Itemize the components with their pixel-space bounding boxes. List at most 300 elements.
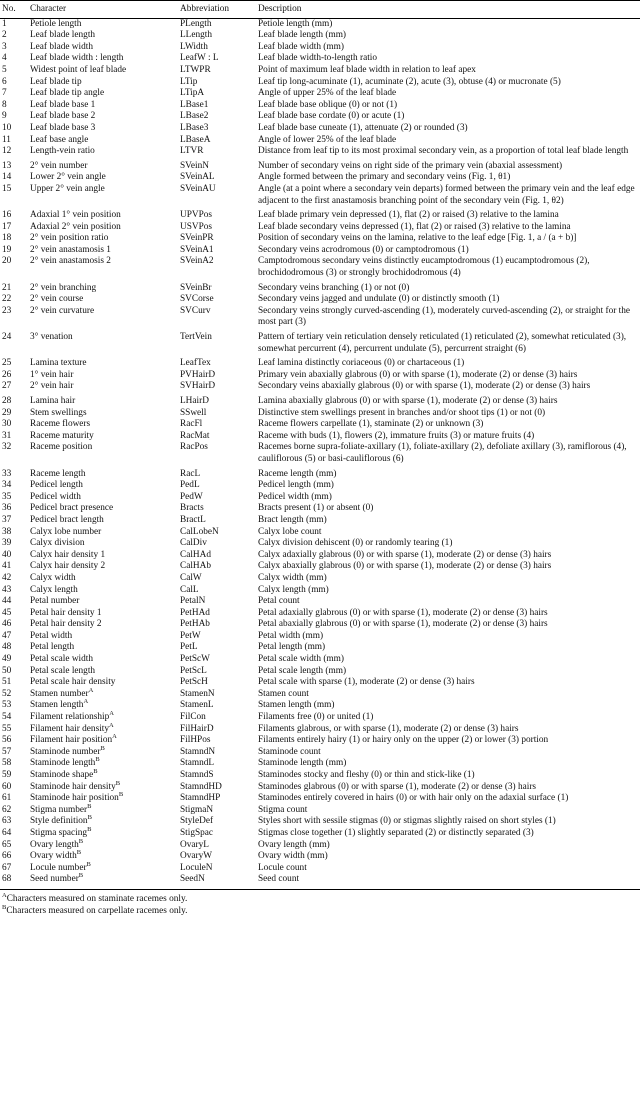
row-description: Pedicel width (mm) — [258, 491, 332, 502]
row-character — [28, 744, 178, 759]
row-character — [28, 431, 178, 443]
row-description: Locule count — [258, 862, 307, 873]
row-number: 31 — [2, 430, 12, 441]
row-abbreviation: SVeinAL — [180, 172, 215, 183]
row-character — [28, 851, 178, 863]
row-number: 34 — [2, 480, 12, 491]
row-character — [28, 767, 178, 782]
row-number: 27 — [2, 381, 12, 392]
row-character — [28, 631, 178, 643]
row-character — [28, 550, 178, 562]
footnote-mark: B — [87, 825, 92, 833]
row-abbreviation: UPVPos — [180, 210, 213, 221]
character-label: Staminode length — [30, 758, 96, 769]
table-row — [0, 538, 640, 550]
row-number: 45 — [2, 607, 12, 618]
row-description: Pedicel length (mm) — [258, 480, 334, 491]
row-character — [28, 515, 178, 527]
character-label: Leaf blade base 2 — [30, 111, 96, 122]
row-abbreviation: SeedN — [178, 874, 256, 889]
row-description: Leaf tip long-acuminate (1), acuminate (2), acute (3), obtuse (4) or mucronate (5) — [258, 76, 561, 87]
row-number: 65 — [2, 839, 12, 850]
table-row — [0, 466, 640, 481]
row-character — [28, 596, 178, 608]
row-description: Leaf blade width-to-length ratio — [258, 53, 378, 64]
row-abbreviation: RacPos — [180, 442, 208, 453]
table-row — [0, 256, 640, 279]
table-row — [0, 53, 640, 65]
row-number: 61 — [2, 793, 12, 804]
row-character — [28, 758, 178, 770]
footnote-mark: A — [109, 709, 114, 717]
table-row — [0, 77, 640, 89]
row-character — [28, 88, 178, 100]
row-number: 49 — [2, 654, 12, 665]
row-description: Staminodes stocky and fleshy (0) or thin and stick-like (1) — [258, 770, 475, 780]
row-description: Raceme flowers carpellate (1), staminate (2) or unknown (3) — [258, 419, 484, 430]
table-row — [0, 689, 640, 701]
character-label: Stigma spacing — [30, 827, 88, 838]
row-number: 26 — [2, 369, 12, 380]
row-abbreviation: LeafTex — [180, 358, 211, 369]
character-label: Petal scale hair density — [30, 677, 116, 688]
table-row — [0, 642, 640, 654]
row-description: Calyx adaxially glabrous (0) or with sparse (1), moderate (2) or dense (3) hairs — [258, 549, 552, 560]
row-character — [28, 408, 178, 420]
row-character — [28, 860, 178, 875]
row-abbreviation: StamndHD — [180, 781, 222, 792]
table-row — [0, 654, 640, 666]
row-abbreviation: OvaryW — [180, 851, 213, 862]
row-abbreviation: LBase1 — [180, 99, 209, 110]
table-row — [0, 123, 640, 135]
row-character — [28, 100, 178, 112]
table-row — [0, 631, 640, 643]
character-label: Calyx hair density 1 — [30, 549, 106, 560]
row-character — [28, 538, 178, 550]
character-label: Ovary width — [30, 851, 77, 862]
row-abbreviation: FilHairD — [180, 723, 214, 734]
row-description: Secondary veins abaxially glabrous (0) or with sparse (1), moderate (2) or dense (3) hairs — [258, 381, 591, 392]
row-number: 22 — [2, 294, 12, 305]
table-row — [0, 782, 640, 794]
row-abbreviation: SVeinBr — [180, 282, 212, 293]
row-abbreviation: OvaryL — [180, 839, 209, 850]
character-label: Petal scale width — [30, 654, 93, 665]
character-label: Raceme flowers — [30, 419, 91, 430]
row-character — [28, 18, 178, 30]
row-abbreviation: LWidth — [180, 41, 208, 52]
row-number: 50 — [2, 665, 12, 676]
character-label: Stem swellings — [30, 407, 87, 418]
table-row — [0, 294, 640, 306]
table-row — [0, 442, 640, 465]
character-label: Adaxial 2° vein position — [30, 221, 121, 232]
row-number: 40 — [2, 549, 12, 560]
row-description: Filaments free (0) or united (1) — [258, 712, 374, 723]
row-character — [28, 370, 178, 382]
row-abbreviation: LBaseA — [180, 134, 211, 145]
row-number: 24 — [2, 332, 12, 343]
footnote-mark: B — [78, 872, 84, 880]
footnote-text: Characters measured on staminate racemes only. — [6, 893, 188, 904]
character-label: Petal scale length — [30, 665, 96, 676]
row-character — [28, 642, 178, 654]
character-label: 2° vein position ratio — [30, 233, 109, 244]
row-number: 29 — [2, 407, 12, 418]
character-label: Adaxial 1° vein position — [30, 210, 121, 221]
table-row — [0, 135, 640, 147]
row-character — [28, 686, 178, 701]
character-label: 2° vein hair — [30, 381, 74, 392]
row-number: 28 — [2, 396, 12, 406]
table-row — [0, 184, 640, 207]
row-abbreviation: PetScW — [180, 654, 210, 665]
row-description: Stigma count — [258, 804, 308, 815]
row-abbreviation: StamndL — [180, 758, 215, 769]
row-number: 19 — [2, 244, 12, 255]
row-description: Calyx width (mm) — [258, 572, 327, 583]
character-label: Staminode shape — [30, 770, 94, 780]
table-row — [0, 88, 640, 100]
row-description: Ovary length (mm) — [258, 839, 330, 850]
character-label: Leaf blade width — [30, 41, 93, 52]
row-character — [28, 527, 178, 539]
row-character — [28, 721, 178, 736]
row-abbreviation: PVHairD — [180, 369, 216, 380]
row-number: 46 — [2, 619, 12, 630]
footnote-mark: B — [95, 756, 100, 764]
row-number: 6 — [2, 76, 7, 87]
footnotes — [0, 890, 640, 917]
table-row — [0, 793, 640, 805]
row-abbreviation: PedW — [180, 491, 203, 502]
row-number: 3 — [2, 41, 7, 52]
row-description: Staminodes entirely covered in hairs (0) or with hair only on the adaxial surface (1) — [258, 793, 569, 804]
footnote-mark: B — [78, 837, 84, 845]
table-row — [0, 816, 640, 828]
header-row — [0, 1, 640, 19]
table-row — [0, 527, 640, 539]
row-number: 17 — [2, 221, 12, 232]
row-description: Seed count — [256, 874, 640, 889]
row-abbreviation: StamenL — [180, 700, 214, 711]
character-label: Widest point of leaf blade — [30, 64, 127, 75]
row-description: Leaf blade base oblique (0) or not (1) — [258, 99, 398, 110]
table-row — [0, 677, 640, 689]
row-description: Filaments glabrous, or with sparse (1), moderate (2) or dense (3) hairs — [258, 723, 519, 734]
row-description: Secondary veins jagged and undulate (0) or distinctly smooth (1) — [258, 294, 500, 305]
row-description: Primary vein abaxially glabrous (0) or with sparse (1), moderate (2) or dense (3) hairs — [258, 369, 578, 380]
row-character — [28, 146, 178, 158]
table-row — [0, 480, 640, 492]
table-row — [0, 700, 640, 712]
character-label: Leaf blade tip — [30, 76, 82, 87]
character-label: Pedicel bract length — [30, 514, 104, 525]
row-abbreviation: USVPos — [180, 221, 213, 232]
row-description: Secondary veins acrodromous (0) or camptodromous (1) — [258, 244, 469, 255]
row-abbreviation: RacFl — [180, 419, 203, 430]
row-character — [28, 207, 178, 222]
row-number: 5 — [2, 64, 7, 75]
character-label: 2° vein curvature — [30, 305, 95, 316]
row-description: Stigmas close together (1) slightly separated (2) or distinctly separated (3) — [258, 827, 534, 838]
character-label: Staminode number — [30, 746, 101, 757]
character-label: Lamina hair — [30, 396, 76, 406]
character-label: Raceme position — [30, 442, 93, 453]
row-abbreviation: RacL — [180, 468, 201, 479]
row-number: 67 — [2, 862, 12, 873]
row-abbreviation: SVHairD — [180, 381, 216, 392]
footnote-mark: B — [118, 791, 124, 799]
character-label: Petal hair density 2 — [30, 619, 102, 630]
row-abbreviation: SVeinPR — [180, 233, 214, 244]
row-description: Leaf blade base cordate (0) or acute (1) — [258, 111, 405, 122]
row-number: 36 — [2, 503, 12, 514]
row-character — [28, 393, 178, 408]
table-row — [0, 419, 640, 431]
row-description: Leaf blade base cuneate (1), attenuate (2) or rounded (3) — [258, 122, 468, 133]
footnote-mark: A — [88, 686, 94, 694]
row-abbreviation: PLength — [180, 18, 212, 29]
table-row — [0, 619, 640, 631]
row-description: Stamen count — [258, 688, 309, 699]
row-abbreviation: StamndHP — [180, 793, 221, 804]
header-no: No. — [0, 1, 28, 19]
row-description: Petal scale with sparse (1), moderate (2) or dense (3) hairs — [258, 677, 475, 688]
row-abbreviation: Bracts — [180, 503, 204, 514]
row-abbreviation: PetHAd — [180, 607, 210, 618]
character-label: Calyx length — [30, 584, 78, 595]
character-label: Length-vein ratio — [30, 146, 95, 157]
row-character — [28, 172, 178, 184]
row-character — [28, 135, 178, 147]
table-row — [0, 233, 640, 245]
row-description: Lamina abaxially glabrous (0) or with sparse (1), moderate (2) or dense (3) hairs — [258, 396, 558, 406]
row-character — [28, 245, 178, 257]
row-abbreviation: SVeinA2 — [180, 256, 214, 267]
character-label: Pedicel length — [30, 480, 83, 491]
row-description: Point of maximum leaf blade width in relation to leaf apex — [258, 64, 476, 75]
row-number: 20 — [2, 256, 12, 267]
row-abbreviation: StamndS — [180, 770, 214, 780]
row-abbreviation: PetScL — [180, 665, 207, 676]
footnote-mark: A — [2, 891, 7, 899]
row-description: Petal width (mm) — [258, 630, 324, 641]
row-description: Stamen length (mm) — [258, 700, 335, 711]
row-abbreviation: LTVR — [180, 146, 204, 157]
row-description: Leaf lamina distinctly coriaceous (0) or chartaceous (1) — [258, 358, 465, 369]
row-number: 62 — [2, 804, 12, 815]
table-row — [0, 492, 640, 504]
row-number: 52 — [2, 688, 12, 699]
row-description: Staminodes glabrous (0) or with sparse (1), moderate (2) or dense (3) hairs — [258, 781, 537, 792]
row-character — [28, 709, 178, 724]
table-row — [0, 172, 640, 184]
header-abbreviation: Abbreviation — [178, 1, 256, 19]
row-number: 48 — [2, 642, 12, 653]
character-label: Stamen number — [30, 688, 89, 699]
character-label: Raceme maturity — [30, 430, 94, 441]
row-description: Secondary veins strongly curved-ascending (1), moderately curved-ascending (2), or straight for the most part (3) — [258, 305, 631, 328]
row-number: 8 — [2, 99, 7, 110]
row-abbreviation: SVeinA1 — [180, 244, 214, 255]
table-row — [0, 851, 640, 863]
row-character — [28, 123, 178, 135]
row-number: 63 — [2, 816, 12, 827]
row-abbreviation: StigmaN — [180, 804, 214, 815]
row-character — [28, 585, 178, 597]
row-character — [28, 280, 178, 295]
row-character — [28, 294, 178, 306]
row-description: Staminode length (mm) — [258, 758, 347, 769]
row-abbreviation: PetalN — [180, 596, 206, 607]
table-row — [0, 146, 640, 158]
table-row — [0, 515, 640, 527]
table-header — [0, 1, 640, 19]
row-description: Position of secondary veins on the lamina, relative to the leaf edge [Fig. 1, a / (a + b)] — [258, 233, 577, 244]
table-row — [0, 770, 640, 782]
row-character — [28, 677, 178, 689]
row-character — [28, 306, 178, 329]
table-row — [0, 585, 640, 597]
table-row — [0, 561, 640, 573]
row-character — [28, 561, 178, 573]
row-number: 44 — [2, 596, 12, 607]
row-number: 37 — [2, 514, 12, 525]
table-row — [0, 280, 640, 295]
row-abbreviation: SSwell — [180, 407, 207, 418]
row-number: 39 — [2, 538, 12, 549]
row-abbreviation: TertVein — [180, 332, 212, 343]
row-number: 42 — [2, 572, 12, 583]
row-character — [28, 419, 178, 431]
row-abbreviation: FilCon — [180, 712, 206, 723]
row-character — [28, 700, 178, 712]
character-label: Calyx hair density 2 — [30, 561, 106, 572]
row-number: 57 — [2, 746, 12, 757]
row-abbreviation: SVCorse — [180, 294, 214, 305]
character-label: Petal number — [30, 596, 80, 607]
character-label: 2° vein anastamosis 2 — [30, 256, 111, 267]
row-character — [28, 779, 178, 794]
row-character — [28, 619, 178, 631]
character-label: Leaf blade tip angle — [30, 88, 105, 99]
footnote-mark: B — [93, 767, 98, 775]
character-label: Pedicel bract presence — [30, 503, 114, 514]
table-row — [0, 30, 640, 42]
row-description: Distance from leaf tip to its most proximal secondary vein, as a proportion of total leaf blade length — [258, 146, 629, 157]
table-row — [0, 573, 640, 585]
row-number: 58 — [2, 758, 12, 769]
table-row — [0, 42, 640, 54]
row-abbreviation: LTWPR — [180, 64, 211, 75]
row-character — [28, 466, 178, 481]
row-abbreviation: SVeinN — [180, 160, 209, 171]
row-number: 54 — [2, 712, 12, 723]
table-row — [0, 503, 640, 515]
row-number: 12 — [2, 146, 12, 157]
row-character — [28, 654, 178, 666]
row-number: 10 — [2, 122, 12, 133]
row-character — [28, 53, 178, 65]
row-character — [28, 111, 178, 123]
row-description: Secondary veins branching (1) or not (0) — [258, 282, 410, 293]
character-label: 1° vein hair — [30, 369, 74, 380]
row-number: 11 — [2, 134, 11, 145]
row-description: Calyx abaxially glabrous (0) or with sparse (1), moderate (2) or dense (3) hairs — [258, 561, 552, 572]
character-label: Leaf blade base 1 — [30, 99, 96, 110]
table-row — [0, 100, 640, 112]
table-row — [0, 596, 640, 608]
row-number: 1 — [2, 18, 7, 29]
character-label: Leaf blade base 3 — [30, 122, 96, 133]
character-label: Ovary length — [30, 839, 79, 850]
row-character — [28, 874, 178, 889]
row-abbreviation: CalDiv — [180, 538, 207, 549]
character-label: Leaf blade length — [30, 30, 96, 41]
row-number: 51 — [2, 677, 12, 688]
footnote-mark: A — [109, 721, 114, 729]
row-number: 43 — [2, 584, 12, 595]
table-row — [0, 207, 640, 222]
row-abbreviation: PetHAb — [180, 619, 210, 630]
row-number: 60 — [2, 781, 12, 792]
table-row — [0, 805, 640, 817]
row-description: Petal count — [258, 596, 300, 607]
row-description: Calyx lobe count — [258, 526, 322, 537]
row-character — [28, 442, 178, 465]
row-abbreviation: StyleDef — [180, 816, 214, 827]
character-label: Staminode hair position — [30, 793, 119, 804]
row-character — [28, 480, 178, 492]
character-label: Leaf blade width : length — [30, 53, 124, 64]
character-label: 2° vein branching — [30, 282, 97, 293]
row-abbreviation: CalHAd — [180, 549, 211, 560]
row-description: Pattern of tertiary vein reticulation densely reticulated (1) reticulated (2), somewhat reticulated (3), somewhat percurrent (4), percurrent undulate (5), percurrent straight (6) — [258, 332, 627, 354]
row-character — [28, 42, 178, 54]
row-character — [28, 184, 178, 207]
row-abbreviation: LBase3 — [180, 122, 209, 133]
row-description: Petal scale length (mm) — [258, 665, 347, 676]
character-label: Calyx lobe number — [30, 526, 102, 537]
character-label: 2° vein number — [30, 160, 88, 171]
row-abbreviation: StamndN — [180, 746, 216, 757]
row-abbreviation: CalHAb — [180, 561, 211, 572]
table-row — [0, 111, 640, 123]
row-description: Camptodromous secondary veins distinctly eucamptodromous (1) eucamptodromous (2), brochidodromous (3) or strongly brochidodromous (4) — [258, 256, 590, 279]
character-label: Petal length — [30, 642, 75, 653]
character-label: Staminode hair density — [30, 781, 116, 792]
row-number: 47 — [2, 630, 12, 641]
character-label: Calyx division — [30, 538, 85, 549]
character-label: Petal hair density 1 — [30, 607, 102, 618]
row-number: 64 — [2, 827, 12, 838]
row-description: Distinctive stem swellings present in branches and/or shoot tips (1) or not (0) — [258, 407, 546, 418]
table-row — [0, 608, 640, 620]
row-description: Leaf blade length (mm) — [258, 30, 347, 41]
footnote-mark: B — [115, 779, 121, 787]
table-row — [0, 393, 640, 408]
table-row — [0, 329, 640, 355]
row-number: 7 — [2, 88, 7, 99]
character-label: Calyx width — [30, 572, 76, 583]
character-label: 2° vein anastamosis 1 — [30, 244, 111, 255]
row-description: Ovary width (mm) — [258, 851, 328, 862]
character-label: Lamina texture — [30, 358, 87, 369]
row-abbreviation: CalL — [180, 584, 199, 595]
row-number: 13 — [2, 160, 12, 171]
